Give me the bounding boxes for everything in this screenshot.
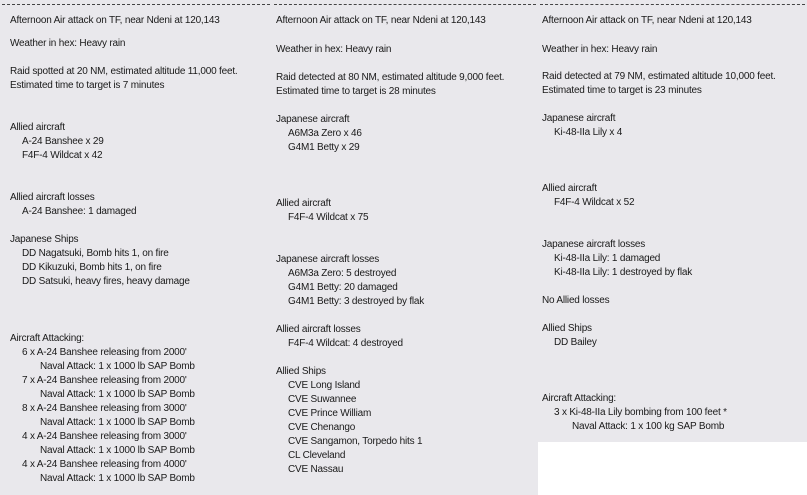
list-item: CL Cleveland (288, 450, 346, 461)
section-header: Japanese aircraft losses (276, 254, 380, 265)
raid-time-line: Estimated time to target is 7 minutes (10, 80, 165, 91)
list-item: 3 x Ki-48-IIa Lily bombing from 100 feet * (554, 407, 727, 418)
section-header: Japanese aircraft (542, 113, 616, 124)
report-panel-3 (538, 0, 807, 442)
list-item: Naval Attack: 1 x 1000 lb SAP Bomb (40, 473, 195, 484)
section-header: Allied Ships (276, 366, 326, 377)
section-header: Allied aircraft (542, 183, 597, 194)
raid-line: Raid detected at 79 NM, estimated altitude 10,000 feet. (542, 71, 776, 82)
list-item: DD Kikuzuki, Bomb hits 1, on fire (22, 262, 162, 273)
list-item: 8 x A-24 Banshee releasing from 3000' (22, 403, 187, 414)
raid-time-line: Estimated time to target is 28 minutes (276, 86, 436, 97)
list-item: Ki-48-IIa Lily: 1 damaged (554, 253, 661, 264)
list-item: CVE Suwannee (288, 394, 357, 405)
list-item: Ki-48-IIa Lily x 4 (554, 127, 623, 138)
raid-line: Raid detected at 80 NM, estimated altitude 9,000 feet. (276, 72, 505, 83)
list-item: CVE Prince William (288, 408, 372, 419)
list-item: CVE Sangamon, Torpedo hits 1 (288, 436, 423, 447)
no-losses-line: No Allied losses (542, 295, 610, 306)
list-item: 7 x A-24 Banshee releasing from 2000' (22, 375, 187, 386)
divider (274, 4, 536, 5)
report-panel-2 (272, 0, 538, 495)
report-title: Afternoon Air attack on TF, near Ndeni at 120,143 (10, 15, 220, 26)
list-item: DD Bailey (554, 337, 597, 348)
list-item: DD Nagatsuki, Bomb hits 1, on fire (22, 248, 169, 259)
list-item: Naval Attack: 1 x 1000 lb SAP Bomb (40, 389, 195, 400)
list-item: G4M1 Betty: 3 destroyed by flak (288, 296, 425, 307)
list-item: Naval Attack: 1 x 1000 lb SAP Bomb (40, 361, 195, 372)
list-item: A-24 Banshee: 1 damaged (22, 206, 137, 217)
list-item: Naval Attack: 1 x 1000 lb SAP Bomb (40, 445, 195, 456)
list-item: Ki-48-IIa Lily: 1 destroyed by flak (554, 267, 693, 278)
list-item: DD Satsuki, heavy fires, heavy damage (22, 276, 190, 287)
list-item: 4 x A-24 Banshee releasing from 4000' (22, 459, 187, 470)
weather-line: Weather in hex: Heavy rain (542, 44, 658, 55)
weather-line: Weather in hex: Heavy rain (10, 38, 126, 49)
list-item: CVE Nassau (288, 464, 344, 475)
section-header: Allied aircraft losses (276, 324, 361, 335)
section-header: Allied Ships (542, 323, 592, 334)
list-item: 6 x A-24 Banshee releasing from 2000' (22, 347, 187, 358)
list-item: F4F-4 Wildcat x 52 (554, 197, 635, 208)
list-item: A-24 Banshee x 29 (22, 136, 104, 147)
section-header: Allied aircraft losses (10, 192, 95, 203)
section-header: Allied aircraft (10, 122, 65, 133)
list-item: A6M3a Zero: 5 destroyed (288, 268, 397, 279)
section-header: Japanese Ships (10, 234, 79, 245)
report-title: Afternoon Air attack on TF, near Ndeni at 120,143 (276, 15, 486, 26)
list-item: CVE Chenango (288, 422, 356, 433)
section-header: Japanese aircraft losses (542, 239, 646, 250)
raid-time-line: Estimated time to target is 23 minutes (542, 85, 702, 96)
list-item: G4M1 Betty: 20 damaged (288, 282, 398, 293)
list-item: 4 x A-24 Banshee releasing from 3000' (22, 431, 187, 442)
report-panel-1 (0, 0, 272, 495)
section-header: Allied aircraft (276, 198, 331, 209)
list-item: A6M3a Zero x 46 (288, 128, 362, 139)
list-item: Naval Attack: 1 x 1000 lb SAP Bomb (40, 417, 195, 428)
section-header: Aircraft Attacking: (10, 333, 85, 344)
list-item: F4F-4 Wildcat x 42 (22, 150, 103, 161)
list-item: CVE Long Island (288, 380, 361, 391)
list-item: Naval Attack: 1 x 100 kg SAP Bomb (572, 421, 725, 432)
section-header: Japanese aircraft (276, 114, 350, 125)
weather-line: Weather in hex: Heavy rain (276, 44, 392, 55)
raid-line: Raid spotted at 20 NM, estimated altitude 11,000 feet. (10, 66, 238, 77)
divider (540, 4, 805, 5)
divider (2, 4, 270, 5)
report-title: Afternoon Air attack on TF, near Ndeni at 120,143 (542, 15, 752, 26)
section-header: Aircraft Attacking: (542, 393, 617, 404)
list-item: F4F-4 Wildcat x 75 (288, 212, 369, 223)
list-item: F4F-4 Wildcat: 4 destroyed (288, 338, 403, 349)
list-item: G4M1 Betty x 29 (288, 142, 360, 153)
